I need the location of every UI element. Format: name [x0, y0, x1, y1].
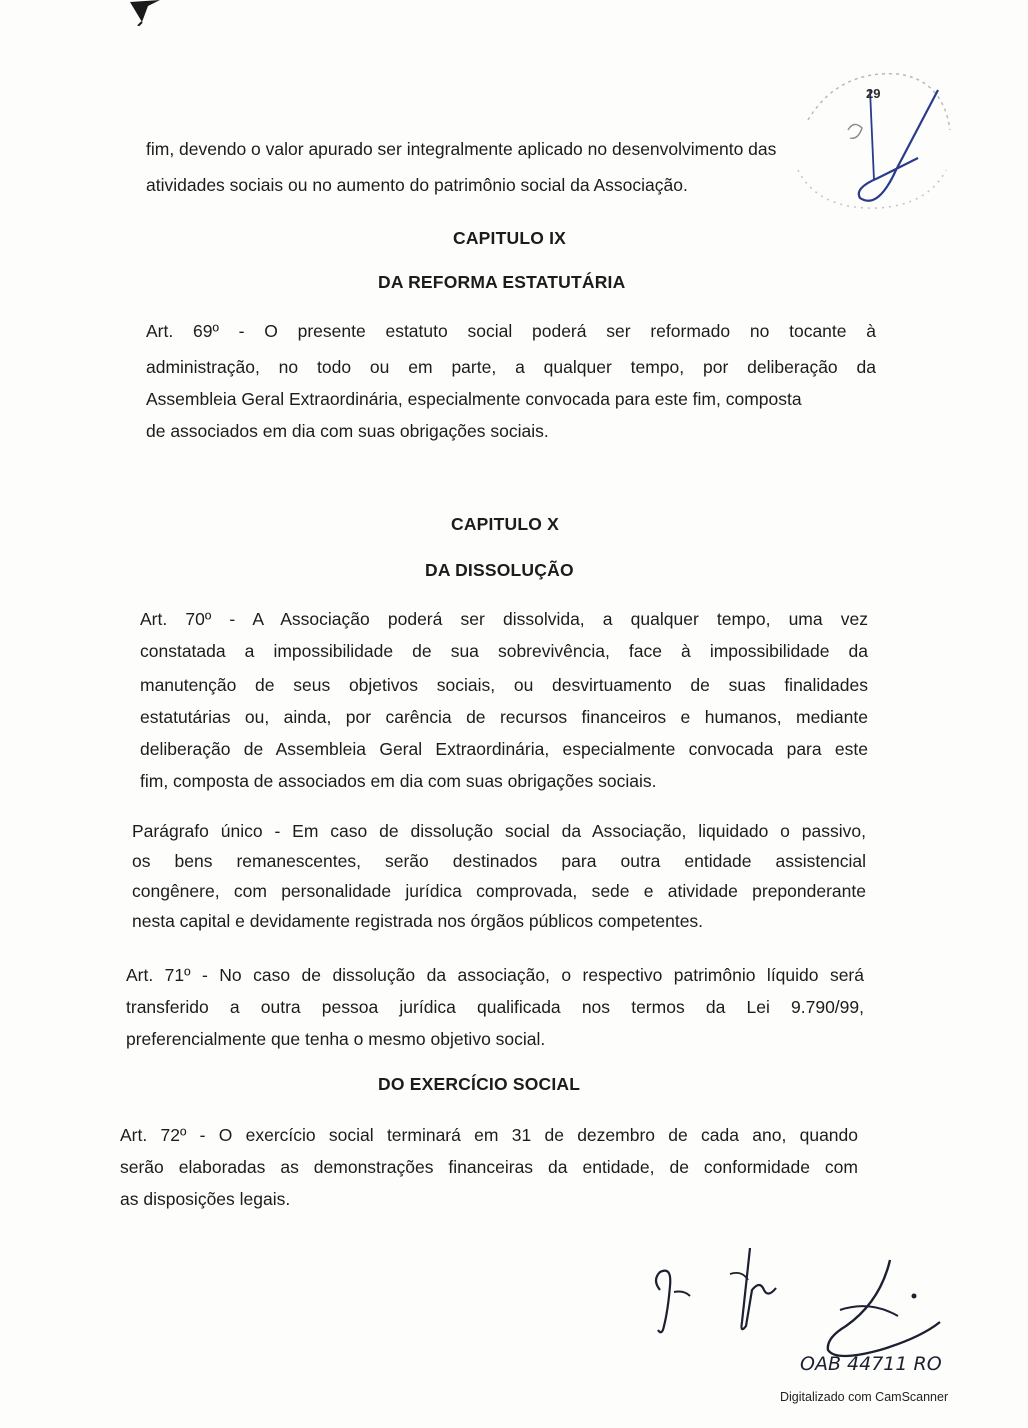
art-72-line: as disposições legais. [120, 1189, 291, 1209]
chapter-ix-title: CAPITULO IX [453, 228, 567, 248]
paragrafo-unico-line: os bens remanescentes, serão destinados para outra entidade assistencial [132, 851, 866, 871]
art-70-line: deliberação de Assembleia Geral Extraordinária, especialmente convocada para este [140, 739, 868, 759]
art-72-line: Art. 72º - O exercício social terminará em 31 de dezembro de cada ano, quando [120, 1125, 858, 1145]
chapter-x-subtitle: DA DISSOLUÇÃO [425, 560, 574, 580]
art-70-line: Art. 70º - A Associação poderá ser dissolvida, a qualquer tempo, uma vez [140, 609, 868, 629]
art-69-line: Art. 69º - O presente estatuto social poderá ser reformado no tocante à [146, 321, 876, 341]
exercicio-social-title: DO EXERCÍCIO SOCIAL [378, 1074, 581, 1094]
intro-line: atividades sociais ou no aumento do patrimônio social da Associação. [146, 175, 688, 195]
art-72-line: serão elaboradas as demonstrações financeiras da entidade, de conformidade com [120, 1157, 858, 1177]
paragrafo-unico-line: nesta capital e devidamente registrada nos órgãos públicos competentes. [132, 911, 704, 931]
page-number: 29 [866, 86, 881, 101]
art-70-line: manutenção de seus objetivos sociais, ou desvirtuamento de suas finalidades [140, 675, 868, 695]
art-69-line: administração, no todo ou em parte, a qualquer tempo, por deliberação da [146, 357, 876, 377]
corner-mark-icon [128, 0, 164, 26]
chapter-ix-subtitle: DA REFORMA ESTATUTÁRIA [378, 272, 626, 292]
rubric-stamp-icon [778, 60, 958, 220]
chapter-x-title: CAPITULO X [451, 514, 559, 534]
handwritten-signatures-icon [650, 1230, 970, 1380]
intro-line: fim, devendo o valor apurado ser integralmente aplicado no desenvolvimento das [146, 139, 777, 159]
art-71-line: transferido a outra pessoa jurídica qualificada nos termos da Lei 9.790/99, [126, 997, 864, 1017]
art-69-line: Assembleia Geral Extraordinária, especialmente convocada para este fim, composta [146, 389, 802, 409]
art-71-line: Art. 71º - No caso de dissolução da associação, o respectivo patrimônio líquido será [126, 965, 864, 985]
paragrafo-unico-line: congênere, com personalidade jurídica comprovada, sede e atividade preponderante [132, 881, 866, 901]
art-70-line: estatutárias ou, ainda, por carência de recursos financeiros e humanos, mediante [140, 707, 868, 727]
art-70-line: constatada a impossibilidade de sua sobrevivência, face à impossibilidade da [140, 641, 868, 661]
art-70-line: fim, composta de associados em dia com suas obrigações sociais. [140, 771, 657, 791]
art-71-line: preferencialmente que tenha o mesmo objetivo social. [126, 1029, 546, 1049]
signature-annotation: OAB 44711 RO [800, 1353, 942, 1375]
scanner-footer: Digitalizado com CamScanner [780, 1390, 949, 1404]
art-69-line: de associados em dia com suas obrigações sociais. [146, 421, 549, 441]
paragrafo-unico-line: Parágrafo único - Em caso de dissolução social da Associação, liquidado o passivo, [132, 821, 866, 841]
